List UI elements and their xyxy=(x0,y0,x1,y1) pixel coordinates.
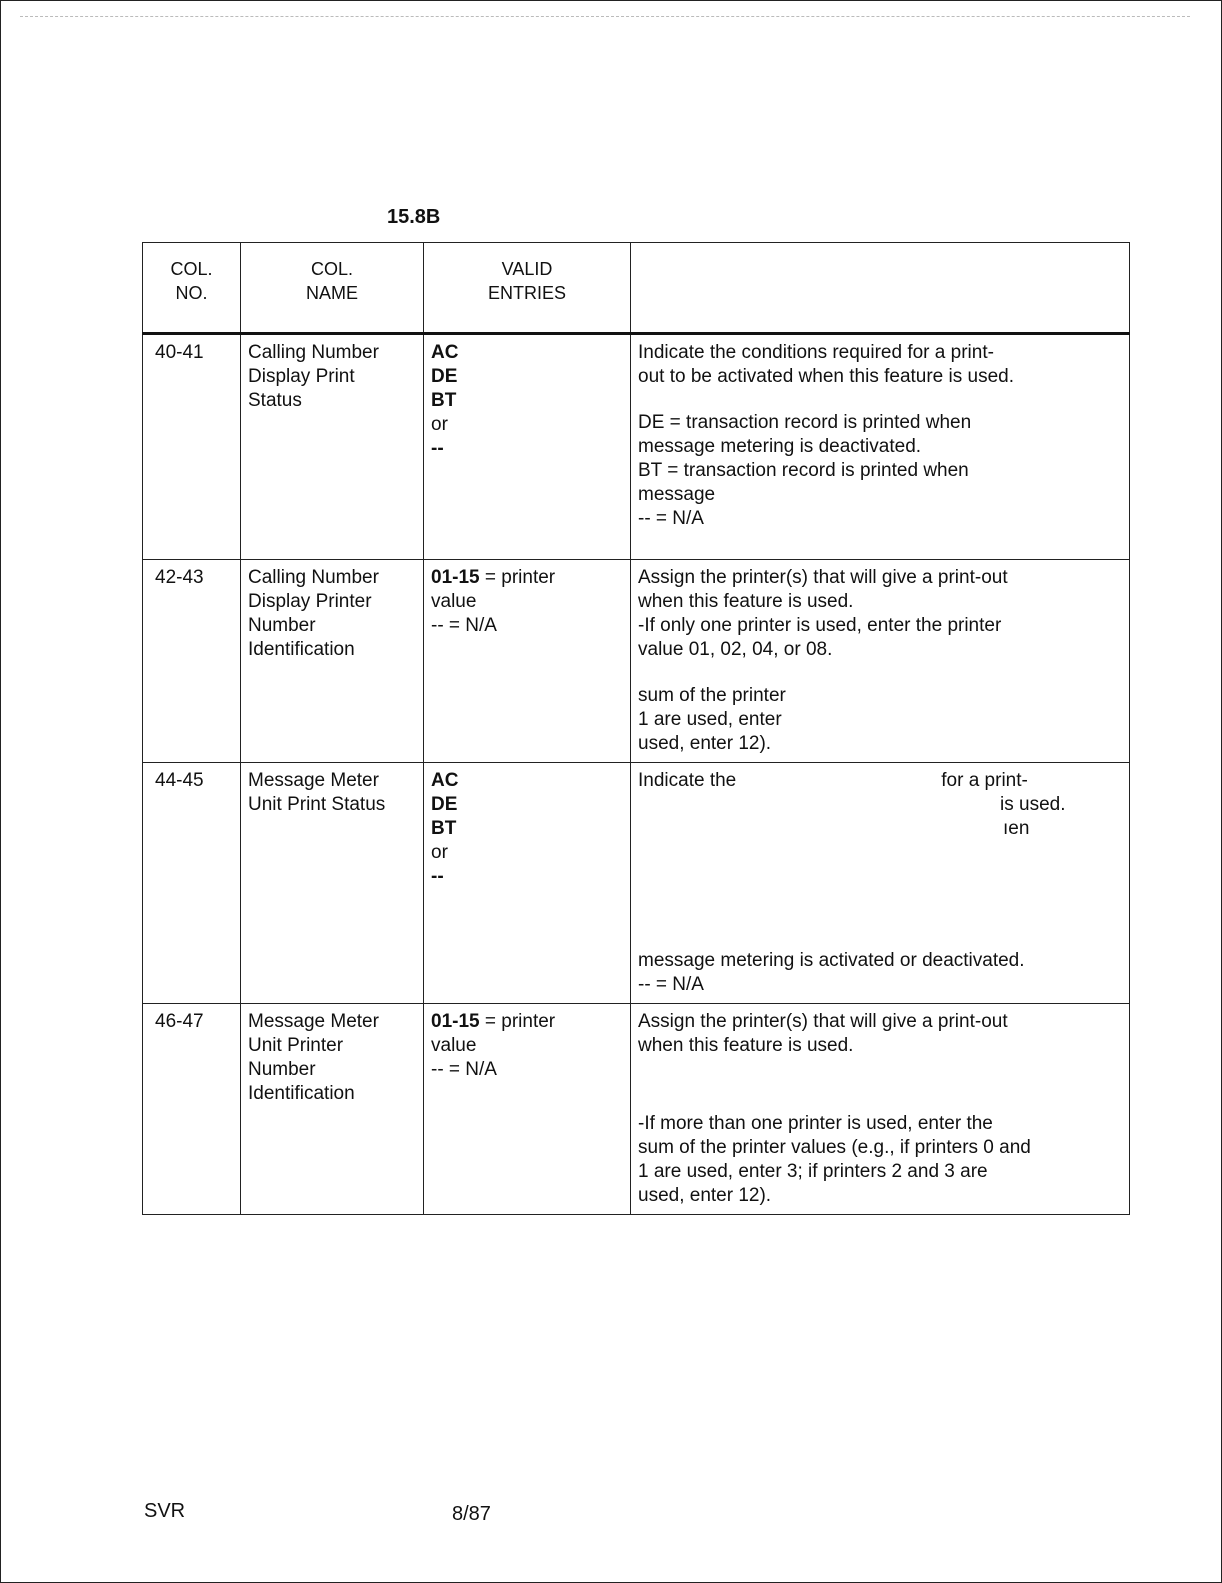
desc-line: out to be activated when this feature is used. xyxy=(638,366,1015,387)
header-valid-entries-line-2: ENTRIES xyxy=(487,283,566,303)
desc-gap xyxy=(638,841,1122,895)
desc-gap xyxy=(638,389,1122,411)
entry-code: AC xyxy=(431,342,459,363)
col-name-line: Unit Print Status xyxy=(248,794,386,815)
entry-code: -- xyxy=(431,866,444,887)
header-col-no xyxy=(143,243,241,334)
col-name-line: Message Meter xyxy=(248,770,379,791)
entry-range-label: = printer xyxy=(479,567,556,588)
column-spec-table xyxy=(142,242,1130,1215)
entry-or: or xyxy=(431,842,448,863)
desc-line: 1 are used, enter 3; if printers 2 and 3 are xyxy=(638,1161,988,1182)
desc-line: message metering is activated or deactivated. xyxy=(638,950,1025,971)
entry-line: value xyxy=(431,591,477,612)
cell-col-name xyxy=(241,334,424,560)
desc-line: sum of the printer values (e.g., if printers 0 and xyxy=(638,1137,1031,1158)
entry-range-line xyxy=(431,566,623,590)
entry-code: BT xyxy=(431,818,457,839)
entry-code: DE xyxy=(431,366,458,387)
cell-col-name xyxy=(241,763,424,1004)
desc-line: when this feature is used. xyxy=(638,1035,854,1056)
cell-valid-entries xyxy=(424,334,631,560)
footer-date: 8/87 xyxy=(452,1503,491,1525)
desc-line-split xyxy=(638,769,1122,793)
desc-fragment: for a print- xyxy=(941,770,1028,791)
desc-line: used, enter 12). xyxy=(638,1185,772,1206)
desc-line: -- = N/A xyxy=(638,508,704,529)
footer-document-code: SVR xyxy=(144,1500,186,1522)
col-name-line: Identification xyxy=(248,639,355,660)
entry-code: AC xyxy=(431,770,459,791)
table-row xyxy=(143,334,1130,560)
col-name-line: Status xyxy=(248,390,302,411)
cell-description xyxy=(631,763,1130,1004)
desc-gap xyxy=(638,895,1122,949)
scan-artifact-line xyxy=(20,16,1190,17)
desc-fragment: is used. xyxy=(1000,794,1066,815)
table-row xyxy=(143,1004,1130,1215)
header-col-name xyxy=(241,243,424,334)
col-name-line: Number xyxy=(248,1059,316,1080)
entry-or: or xyxy=(431,414,448,435)
desc-fragment: Indicate the xyxy=(638,770,737,791)
desc-line: DE = transaction record is printed when xyxy=(638,412,972,433)
table-header-row xyxy=(143,243,1130,334)
desc-line: message metering is deactivated. xyxy=(638,436,922,457)
table-row xyxy=(143,560,1130,763)
entry-code: DE xyxy=(431,794,458,815)
desc-fragment: ıen xyxy=(1003,818,1030,839)
col-name-line: Unit Printer xyxy=(248,1035,344,1056)
desc-line: Indicate the conditions required for a print- xyxy=(638,342,994,363)
entry-code: BT xyxy=(431,390,457,411)
desc-line: sum of the printer xyxy=(638,685,786,706)
desc-line: Assign the printer(s) that will give a print-out xyxy=(638,567,1008,588)
entry-code: -- xyxy=(431,438,444,459)
desc-line: value 01, 02, 04, or 08. xyxy=(638,639,833,660)
cell-valid-entries xyxy=(424,560,631,763)
entry-range-label: = printer xyxy=(479,1011,556,1032)
col-name-line: Display Printer xyxy=(248,591,372,612)
desc-line: when this feature is used. xyxy=(638,591,854,612)
col-name-line: Message Meter xyxy=(248,1011,379,1032)
entry-range: 01-15 xyxy=(431,567,480,588)
cell-col-no: 40-41 xyxy=(143,334,241,560)
desc-line: -If more than one printer is used, enter the xyxy=(638,1113,993,1134)
desc-line: -If only one printer is used, enter the printer xyxy=(638,615,1002,636)
entry-range-line xyxy=(431,1010,623,1034)
desc-gap xyxy=(638,662,1122,684)
desc-line: used, enter 12). xyxy=(638,733,772,754)
col-name-line: Calling Number xyxy=(248,567,379,588)
desc-line: 1 are used, enter xyxy=(638,709,782,730)
entry-line: value xyxy=(431,1035,477,1056)
header-col-no-line-1: COL. xyxy=(170,259,213,279)
cell-col-no: 46-47 xyxy=(143,1004,241,1215)
entry-range: 01-15 xyxy=(431,1011,480,1032)
cell-description xyxy=(631,560,1130,763)
table-row xyxy=(143,763,1130,1004)
entry-line: -- = N/A xyxy=(431,1059,497,1080)
section-title: 15.8B xyxy=(387,206,441,228)
cell-col-name xyxy=(241,1004,424,1215)
col-name-line: Calling Number xyxy=(248,342,379,363)
header-col-no-line-2: NO. xyxy=(175,283,208,303)
col-name-line: Number xyxy=(248,615,316,636)
desc-line: Assign the printer(s) that will give a print-out xyxy=(638,1011,1008,1032)
cell-valid-entries xyxy=(424,763,631,1004)
desc-gap xyxy=(638,1058,1122,1112)
header-description xyxy=(631,243,1130,334)
header-col-name-line-2: NAME xyxy=(305,283,358,303)
cell-col-name xyxy=(241,560,424,763)
cell-col-no: 44-45 xyxy=(143,763,241,1004)
desc-line: message xyxy=(638,484,716,505)
header-valid-entries-line-1: VALID xyxy=(501,259,553,279)
cell-description xyxy=(631,1004,1130,1215)
desc-line: -- = N/A xyxy=(638,974,704,995)
header-valid-entries xyxy=(424,243,631,334)
entry-line: -- = N/A xyxy=(431,615,497,636)
col-name-line: Identification xyxy=(248,1083,355,1104)
cell-description xyxy=(631,334,1130,560)
desc-line: BT = transaction record is printed when xyxy=(638,460,969,481)
cell-valid-entries xyxy=(424,1004,631,1215)
col-name-line: Display Print xyxy=(248,366,355,387)
header-col-name-line-1: COL. xyxy=(310,259,353,279)
cell-col-no: 42-43 xyxy=(143,560,241,763)
